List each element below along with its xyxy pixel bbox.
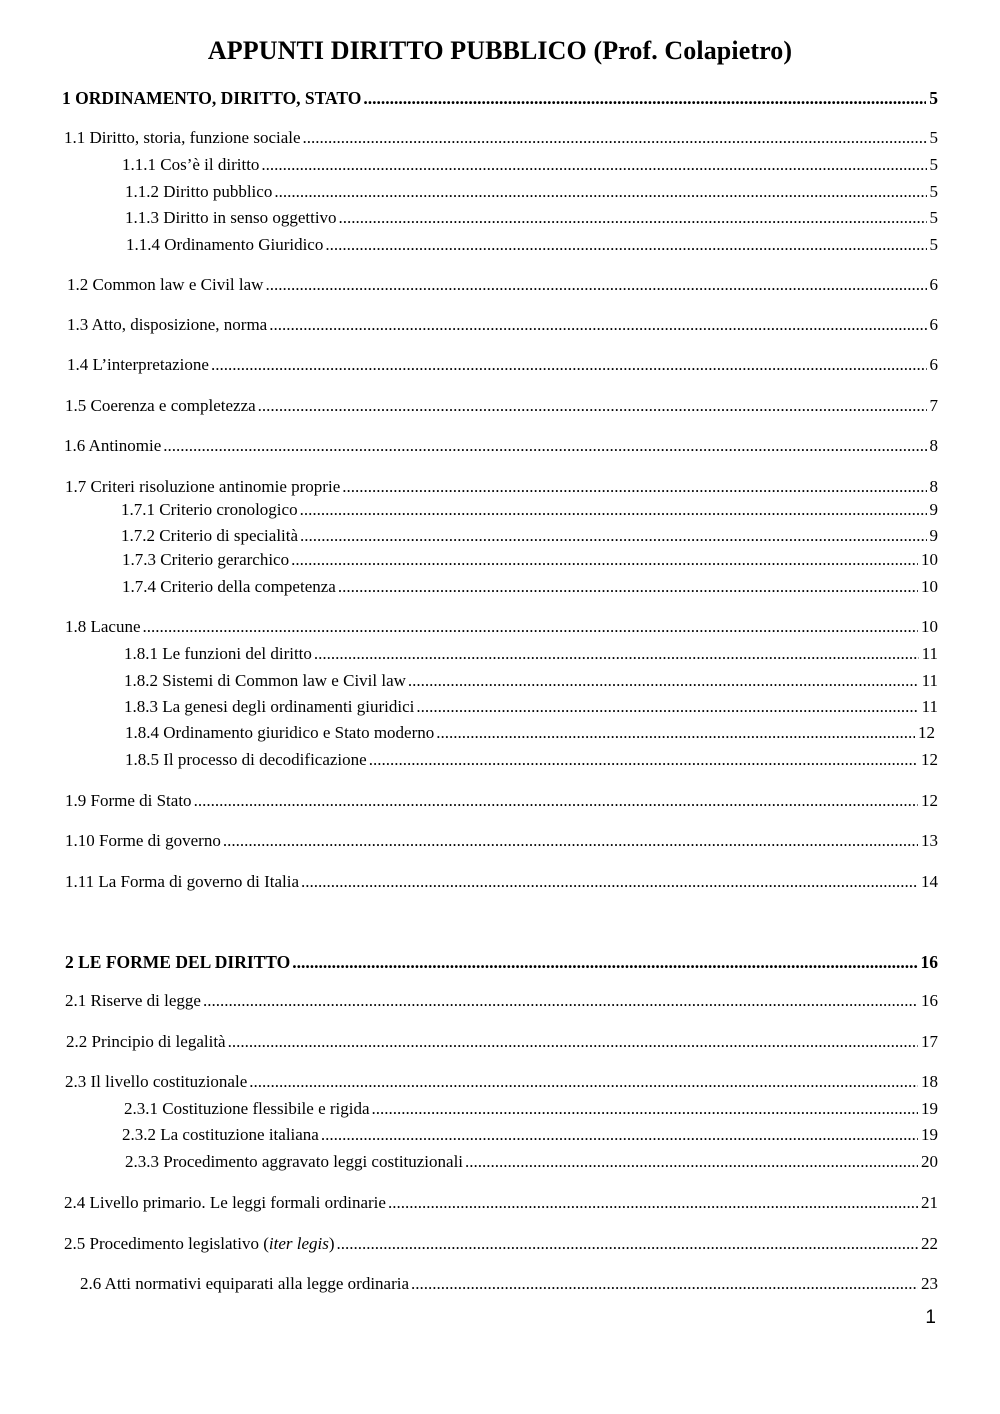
toc-entry-label: 1.2 Common law e Civil law (67, 275, 264, 294)
dot-leader (369, 748, 918, 772)
toc-entry-label (64, 1232, 337, 1256)
dot-leader (274, 180, 926, 204)
toc-entry-label: 2.6 Atti normativi equiparati alla legge ordinaria (80, 1274, 410, 1293)
toc-entry-page: 11 (921, 671, 938, 690)
toc-entry-1-8[interactable] (65, 615, 938, 639)
toc-entry-1-9[interactable] (65, 789, 938, 813)
dot-leader (321, 1123, 918, 1147)
dot-leader (258, 394, 927, 418)
toc-entry-label: 1.11 La Forma di governo di Italia (65, 872, 300, 891)
toc-entry-1-5[interactable] (65, 394, 938, 418)
dot-leader (300, 498, 927, 522)
toc-entry-label: 1.8.2 Sistemi di Common law e Civil law (124, 671, 406, 690)
dot-leader (300, 524, 926, 548)
dot-leader (261, 153, 926, 177)
toc-entry-2-3-2[interactable] (122, 1123, 938, 1147)
toc-entry-label: 1.1.2 Diritto pubblico (125, 182, 273, 201)
toc-entry-label: 2 LE FORME DEL DIRITTO (65, 952, 291, 972)
toc-entry-page: 22 (921, 1234, 938, 1253)
toc-entry-2-6[interactable] (80, 1272, 938, 1296)
toc-entry-2-2[interactable] (66, 1030, 938, 1054)
dot-leader (339, 206, 927, 230)
toc-entry-1-10[interactable] (65, 829, 938, 853)
toc-entry-1-1-2[interactable] (125, 180, 938, 204)
toc-entry-page: 18 (921, 1072, 938, 1091)
toc-entry-label: 1.8.1 Le funzioni del diritto (124, 644, 312, 663)
toc-entry-label: 1.7.2 Criterio di specialità (121, 526, 299, 545)
toc-entry-label: 1.6 Antinomie (64, 436, 162, 455)
toc-entry-page: 5 (929, 88, 938, 108)
dot-leader (325, 233, 926, 257)
toc-entry-page: 9 (929, 500, 938, 519)
toc-entry-label: 1.8.4 Ordinamento giuridico e Stato moderno (125, 723, 435, 742)
toc-entry-1-6[interactable] (64, 434, 938, 458)
toc-entry-1-11[interactable] (65, 870, 938, 894)
toc-entry-label: 1.4 L’interpretazione (67, 355, 209, 374)
toc-entry-label-close: ) (328, 1234, 335, 1253)
toc-entry-label: 2.3.1 Costituzione flessibile e rigida (124, 1099, 370, 1118)
toc-entry-label: 1 ORDINAMENTO, DIRITTO, STATO (62, 88, 362, 108)
toc-entry-1-8-1[interactable] (124, 642, 938, 666)
toc-entry-page: 9 (929, 526, 938, 545)
toc-entry-page: 6 (929, 355, 938, 374)
dot-leader (292, 950, 917, 974)
toc-entry-page: 10 (921, 550, 938, 569)
toc-entry-1-3[interactable] (67, 313, 938, 337)
toc-entry-page: 13 (921, 831, 938, 850)
toc-entry-page: 8 (929, 436, 938, 455)
page-number: 1 (925, 1307, 936, 1328)
toc-entry-page: 5 (929, 155, 938, 174)
dot-leader (416, 695, 918, 719)
toc-entry-2-5[interactable] (64, 1232, 938, 1256)
toc-entry-label: 1.5 Coerenza e completezza (65, 396, 256, 415)
toc-entry-label: 1.7.1 Criterio cronologico (121, 500, 298, 519)
toc-entry-label-italic: iter legis (268, 1234, 329, 1253)
toc-entry-page: 10 (921, 617, 938, 636)
toc-entry-1-7-2[interactable] (121, 524, 938, 548)
toc-entry-label: 1.7.4 Criterio della competenza (122, 577, 336, 596)
toc-entry-page: 19 (921, 1125, 938, 1144)
dot-leader (338, 575, 918, 599)
toc-entry-2-4[interactable] (64, 1191, 938, 1215)
toc-entry-1-8-2[interactable] (124, 669, 938, 693)
toc-entry-label: 1.1 Diritto, storia, funzione sociale (64, 128, 301, 147)
dot-leader (291, 548, 918, 572)
toc-entry-1-8-4[interactable] (125, 721, 935, 745)
toc-entry-page: 5 (929, 208, 938, 227)
toc-entry-page: 20 (921, 1152, 938, 1171)
toc-entry-page: 16 (920, 952, 938, 972)
toc-entry-label: 1.1.3 Diritto in senso oggettivo (125, 208, 337, 227)
toc-entry-page: 12 (921, 791, 938, 810)
toc-entry-label: 2.2 Principio di legalità (66, 1032, 226, 1051)
dot-leader (194, 789, 918, 813)
document-title: APPUNTI DIRITTO PUBBLICO (Prof. Colapietro) (207, 36, 793, 65)
toc-entry-page: 11 (921, 697, 938, 716)
dot-leader (249, 1070, 918, 1094)
toc-entry-label: 1.8.5 Il processo di decodificazione (125, 750, 367, 769)
toc-entry-label: 2.3.2 La costituzione italiana (122, 1125, 319, 1144)
toc-entry-1-2[interactable] (67, 273, 938, 297)
toc-chapter-1[interactable] (62, 86, 938, 110)
toc-entry-label: 2.3 Il livello costituzionale (65, 1072, 248, 1091)
toc-entry-label: 1.7.3 Criterio gerarchico (122, 550, 290, 569)
toc-entry-1-7-3[interactable] (122, 548, 938, 572)
toc-entry-2-1[interactable] (65, 989, 938, 1013)
dot-leader (223, 829, 918, 853)
dot-leader (265, 273, 926, 297)
dot-leader (203, 989, 918, 1013)
toc-entry-1-1-4[interactable] (126, 233, 938, 257)
dot-leader (211, 353, 927, 377)
toc-entry-1-1-3[interactable] (125, 206, 938, 230)
toc-entry-page: 8 (929, 477, 938, 496)
dot-leader (314, 642, 919, 666)
toc-entry-page: 19 (921, 1099, 938, 1118)
toc-entry-page: 16 (921, 991, 938, 1010)
toc-entry-1-7-4[interactable] (122, 575, 938, 599)
toc-entry-label: 1.9 Forme di Stato (65, 791, 192, 810)
dot-leader (228, 1030, 918, 1054)
dot-leader (163, 434, 926, 458)
toc-entry-label: 1.8.3 La genesi degli ordinamenti giuridici (124, 697, 415, 716)
toc-entry-1-1-1[interactable] (122, 153, 938, 177)
toc-entry-page: 5 (929, 182, 938, 201)
toc-entry-2-3-3[interactable] (125, 1150, 938, 1174)
toc-entry-label: 2.4 Livello primario. Le leggi formali ordinarie (64, 1193, 386, 1212)
toc-entry-label: 1.1.4 Ordinamento Giuridico (126, 235, 324, 254)
toc-entry-page: 10 (921, 577, 938, 596)
toc-entry-label: 2.1 Riserve di legge (65, 991, 201, 1010)
toc-entry-page: 6 (929, 315, 938, 334)
dot-leader (301, 870, 918, 894)
toc-entry-2-3[interactable] (65, 1070, 938, 1094)
toc-entry-page: 23 (921, 1274, 938, 1293)
toc-chapter-2[interactable] (65, 950, 938, 974)
dot-leader (363, 86, 926, 110)
toc-entry-page: 6 (929, 275, 938, 294)
toc-entry-label-text: 2.5 Procedimento legislativo ( (64, 1234, 269, 1253)
dot-leader (465, 1150, 918, 1174)
toc-entry-label: 1.8 Lacune (65, 617, 141, 636)
toc-entry-page: 5 (929, 235, 938, 254)
toc-entry-page: 12 (918, 723, 935, 742)
dot-leader (436, 721, 915, 745)
toc-entry-1-7-1[interactable] (121, 498, 938, 522)
dot-leader (342, 475, 926, 499)
dot-leader (372, 1097, 918, 1121)
toc-entry-1-7[interactable] (65, 475, 938, 499)
dot-leader (337, 1232, 918, 1256)
dot-leader (143, 615, 918, 639)
dot-leader (411, 1272, 918, 1296)
toc-entry-1-8-3[interactable] (124, 695, 938, 719)
toc-entry-label: 2.3.3 Procedimento aggravato leggi costituzionali (125, 1152, 464, 1171)
dot-leader (269, 313, 926, 337)
toc-entry-page: 14 (921, 872, 938, 891)
toc-entry-label: 1.7 Criteri risoluzione antinomie proprie (65, 477, 341, 496)
toc-entry-page: 5 (929, 128, 938, 147)
toc-entry-label: 1.10 Forme di governo (65, 831, 221, 850)
toc-entry-page: 17 (921, 1032, 938, 1051)
dot-leader (408, 669, 919, 693)
toc-entry-page: 7 (929, 396, 938, 415)
toc-entry-page: 11 (921, 644, 938, 663)
toc-entry-page: 21 (921, 1193, 938, 1212)
toc-entry-1-1[interactable] (64, 126, 938, 150)
dot-leader (303, 126, 927, 150)
dot-leader (388, 1191, 918, 1215)
toc-entry-1-8-5[interactable] (125, 748, 938, 772)
toc-entry-label: 1.1.1 Cos’è il diritto (122, 155, 260, 174)
toc-entry-2-3-1[interactable] (124, 1097, 938, 1121)
toc-entry-1-4[interactable] (67, 353, 938, 377)
toc-entry-page: 12 (921, 750, 938, 769)
toc-entry-label: 1.3 Atto, disposizione, norma (67, 315, 268, 334)
